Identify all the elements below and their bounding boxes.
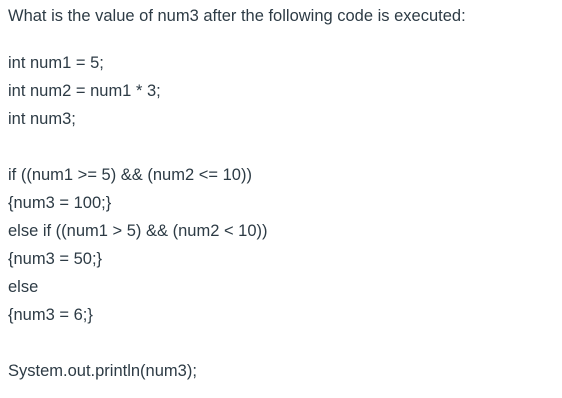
code-line-declare-num2: int num2 = num1 * 3; (8, 82, 161, 100)
code-line-else-body: {num3 = 6;} (8, 306, 93, 324)
code-line-print: System.out.println(num3); (8, 362, 197, 380)
code-line-if-condition: if ((num1 >= 5) && (num2 <= 10)) (8, 166, 252, 184)
code-line-else: else (8, 278, 39, 296)
code-line-if-body: {num3 = 100;} (8, 194, 112, 212)
code-line-declare-num1: int num1 = 5; (8, 54, 104, 72)
code-line-else-if-body: {num3 = 50;} (8, 250, 103, 268)
question-text: What is the value of num3 after the following code is executed: (8, 7, 466, 25)
code-line-else-if-condition: else if ((num1 > 5) && (num2 < 10)) (8, 222, 268, 240)
code-line-declare-num3: int num3; (8, 110, 76, 128)
